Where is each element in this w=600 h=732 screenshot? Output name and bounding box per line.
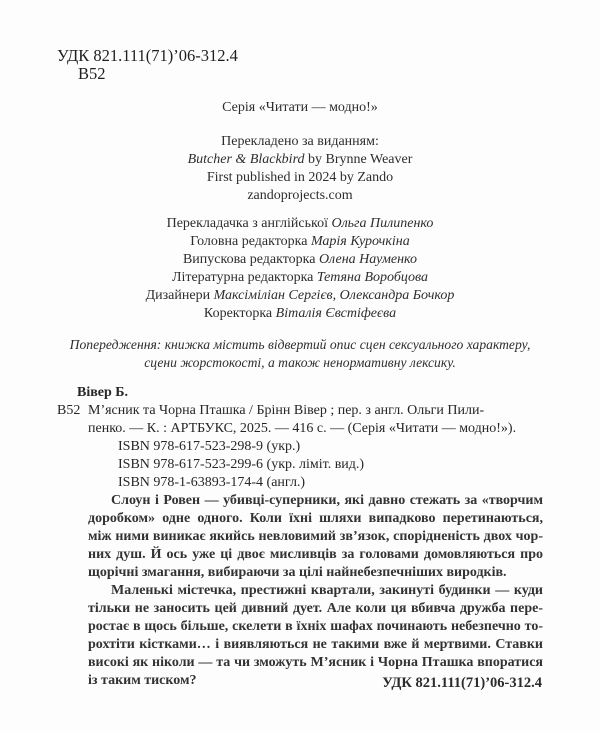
annotation-line: рохтіти кістками… і виявляються не такими вже й мертвими. Ставки [88, 637, 543, 652]
annotation-line: щорічні змагання, вибираючи за цілі найнебезпечніших виродків. [88, 565, 507, 580]
original-title-line [0, 151, 600, 169]
original-title: Butcher & Blackbird [187, 152, 305, 167]
credit-role: Перекладачка з англійської [166, 216, 328, 231]
credit-role: Головна редакторка [190, 234, 308, 249]
original-edition-block [0, 133, 600, 205]
credit-name: Максіміліан Сергієв, Олександра Бочкор [213, 288, 455, 303]
translated-from-label: Перекладено за виданням: [221, 134, 379, 149]
catalog-title-line [57, 402, 543, 420]
credit-designers [0, 287, 600, 305]
credit-role: Літературна редакторка [171, 270, 314, 285]
credit-role: Коректорка [203, 306, 273, 321]
annotation-line: Слоун і Ровен — убивці-суперники, які давно стежать за «творчим [111, 493, 543, 508]
warning-line: Попередження: книжка містить відвертий опис сцен сексуального характеру, [69, 337, 531, 352]
credit-name: Олена Науменко [318, 252, 418, 267]
annotation-line: доробком» одне одного. Коли їхні шляхи випадково перетинаються, [88, 511, 543, 526]
series-line: Серія «Читати — модно!» [222, 100, 378, 115]
isbn-eng: ISBN 978-1-63893-174-4 (англ.) [118, 475, 306, 490]
author-mark: B52 [78, 64, 106, 83]
credit-chief-editor [0, 233, 600, 251]
udc-code: УДК 821.111(71)’06-312.4 [57, 46, 238, 65]
credit-managing-editor [0, 251, 600, 269]
catalog-code: B52 [57, 403, 81, 418]
annotation-line: Маленькі містечка, престижні квартали, закинуті будинки — куди [111, 583, 543, 598]
credits-block [0, 215, 600, 323]
credit-name: Тетяна Воробцова [316, 270, 429, 285]
publisher-website: zandoprojects.com [247, 188, 353, 203]
catalog-title: М’ясник та Чорна Пташка / Брінн Вівер ; пер. з англ. Ольги Пили- [88, 403, 485, 418]
annotation-line: із таким тиском? [88, 673, 197, 688]
catalog-author: Вівер Б. [77, 385, 129, 400]
annotation-line: них душ. Й ось уже ці двоє мисливців за головами домовляються про [88, 547, 543, 562]
credit-name: Марія Курочкіна [310, 234, 410, 249]
catalog-imprint-line: пенко. — К. : АРТБУКС, 2025. — 416 с. — (Серія «Читати — модно!»). [88, 421, 517, 436]
annotation-line: високі як ніколи — та чи зможуть М’ясник і Чорна Пташка впоратися [88, 655, 543, 670]
credit-name: Ольга Пилипенко [331, 216, 434, 231]
udc-header [57, 47, 238, 83]
annotation-line: тільки не заносить цей дивний дует. Але коли ця вбивча дружба пере- [88, 601, 543, 616]
credit-role: Дизайнери [145, 288, 211, 303]
content-warning [60, 336, 540, 372]
credit-role: Випускова редакторка [182, 252, 316, 267]
warning-line: сцени жорстокості, а також ненормативну лексику. [144, 355, 456, 370]
isbn-ukr-limited: ISBN 978-617-523-299-6 (укр. ліміт. вид.) [118, 457, 365, 472]
annotation-line: між ними виникає якийсь невловимий зв’язок, спорідненість двох чор- [88, 529, 543, 544]
udc-footer: УДК 821.111(71)’06-312.4 [382, 675, 542, 691]
original-author: by Brynne Weaver [308, 152, 413, 167]
catalog-card [57, 384, 543, 492]
credit-name: Віталія Євстіфеєва [275, 306, 397, 321]
book-annotation [88, 492, 543, 690]
annotation-line: ростає в щось більше, скелети в їхніх шафах починають небезпечно то- [88, 619, 543, 634]
credit-literary-editor [0, 269, 600, 287]
first-published-line: First published in 2024 by Zando [206, 170, 394, 185]
credit-translator [0, 215, 600, 233]
credit-proofreader [0, 305, 600, 323]
isbn-ukr: ISBN 978-617-523-298-9 (укр.) [118, 439, 301, 454]
